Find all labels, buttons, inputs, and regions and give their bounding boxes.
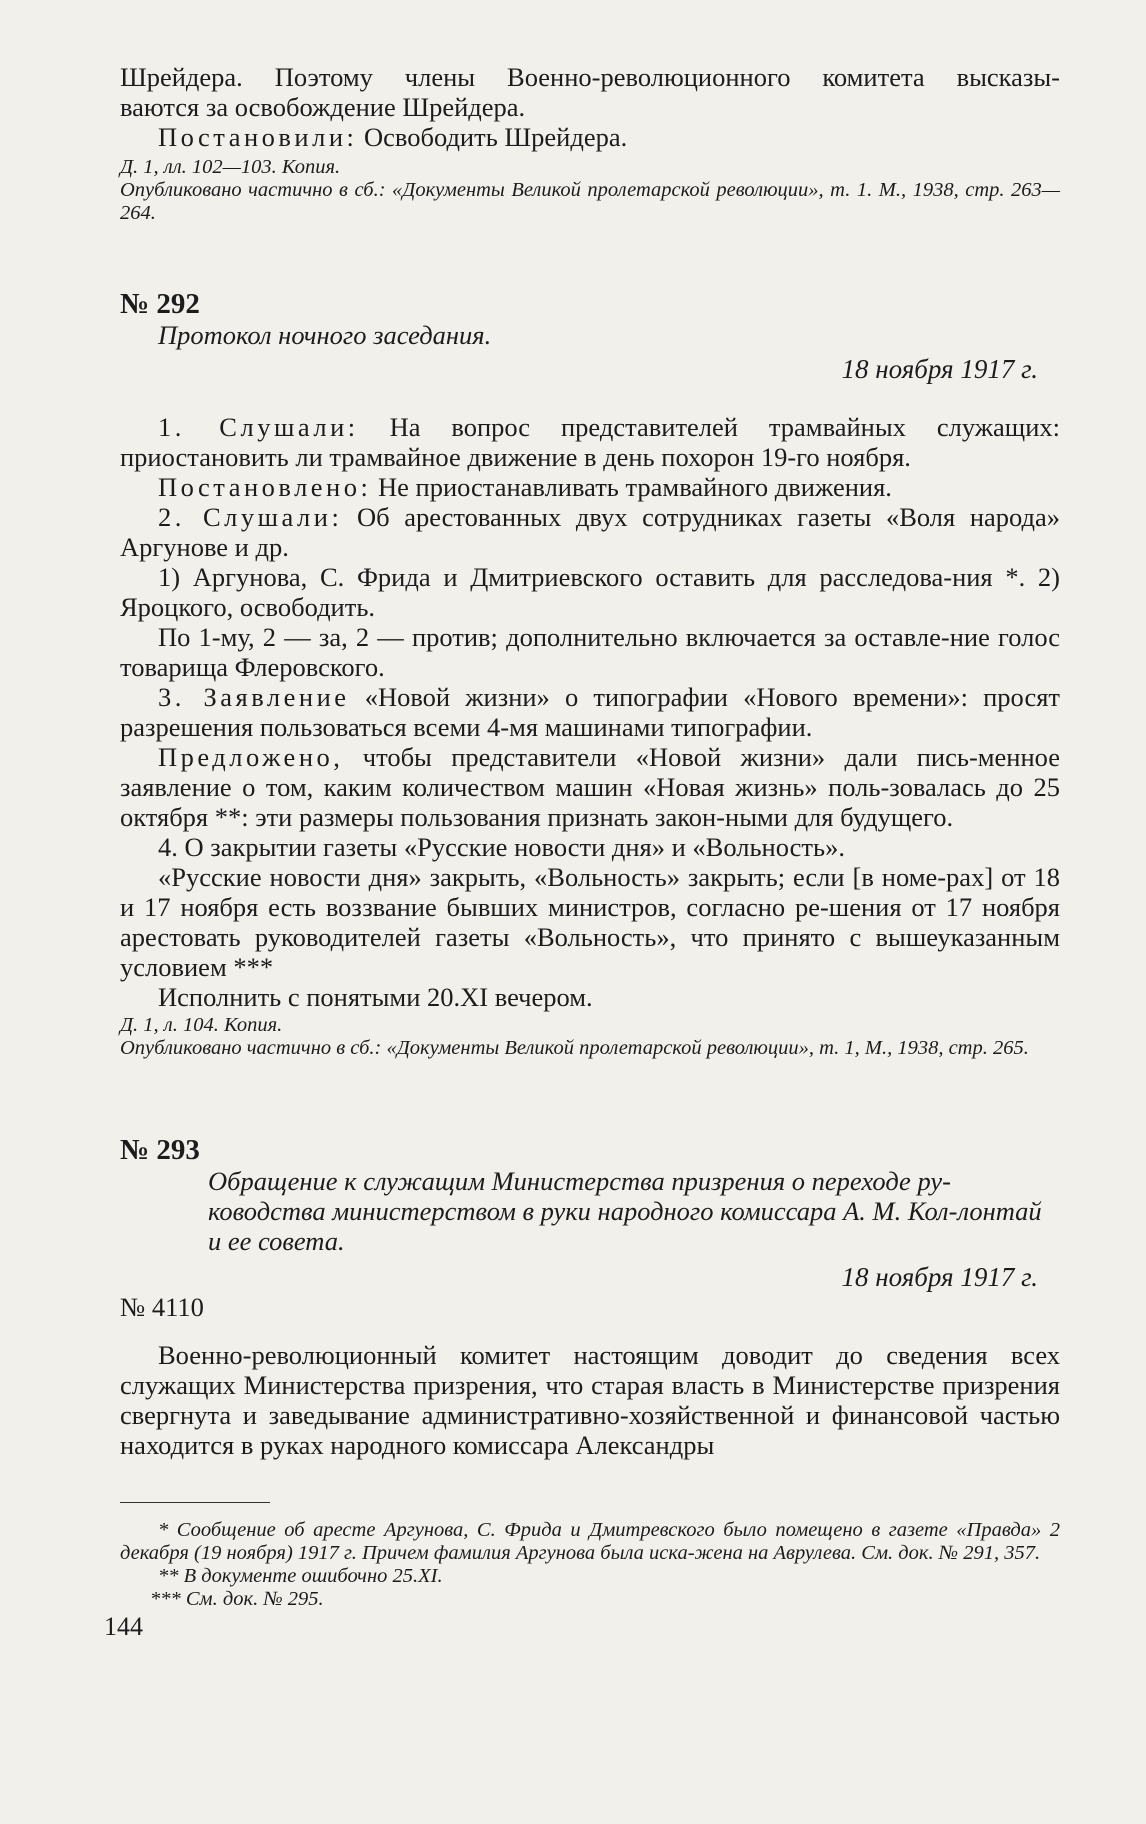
item-1-text: На вопрос представителей трамвайных служащих: приостановить ли трамвайное движение в день похорон 19-го ноября. [120, 412, 1061, 472]
item-3-proposal [120, 742, 1060, 832]
doc-293-title: Обращение к служащим Министерства призрения о переходе ру-ководства министерством в руки народного комиссара А. М. Кол-лонтай и ее совета. [208, 1166, 1042, 1256]
decided-label: Постановлено: [158, 472, 372, 502]
doc-293-body: Военно-революционный комитет настоящим доводит до сведения всех служащих Министерства призрения, что старая власть в Министерстве призрения свергнута и заведывание административно-хозяйственной и финансовой частью находится в руках народного комиссара Александры [120, 1340, 1060, 1460]
resolved-label: Постановили: [158, 122, 358, 152]
item-2-decision-a: 1) Аргунова, С. Фрида и Дмитриевского оставить для расследова-ния *. [158, 562, 1026, 592]
item-2-decision [120, 562, 1060, 622]
decided-text: Не приостанавливать трамвайного движения. [377, 472, 892, 502]
intro-line-1: Шрейдера. Поэтому члены Военно-революционного комитета высказы- [120, 62, 1060, 92]
vote: По 1-му, 2 — за, 2 — против; дополнительно включается за оставле-ние голос товарища Флеровского. [120, 622, 1060, 682]
doc-292-date: 18 ноября 1917 г. [841, 354, 1038, 384]
doc-293-outgoing-number: № 4110 [120, 1292, 204, 1322]
footnote-rule [120, 1502, 270, 1503]
item-2 [120, 502, 1060, 562]
footnote-3: *** См. док. № 295. [150, 1588, 324, 1610]
page-number: 144 [104, 1612, 143, 1641]
doc-292-title: Протокол ночного заседания. [158, 320, 492, 350]
doc-292-source-2: Опубликовано частично в сб.: «Документы Великой пролетарской революции», т. 1, М., 1938, стр. 265. [120, 1037, 1029, 1059]
execute-note: Исполнить с понятыми 20.XI вечером. [158, 982, 593, 1012]
proposed-text: чтобы представители «Новой жизни» дали пись-менное заявление о том, каким количеством машин «Новая жизнь» поль-зовалась до 25 октября **: эти размеры пользования признать закон-ными для будущего. [120, 742, 1061, 832]
resolved-text: Освободить Шрейдера. [364, 122, 628, 152]
item-2-decision-b: 2) Яроцкого, освободить. [120, 562, 1060, 622]
item-2-text: Об арестованных двух сотрудниках газеты «Воля народа» Аргунове и др. [120, 502, 1061, 562]
item-1 [120, 412, 1060, 472]
doc-293-number: № 293 [120, 1134, 200, 1166]
doc-293 [120, 1134, 1060, 1460]
doc-292-number: № 292 [120, 288, 200, 320]
intro-block [120, 62, 1060, 225]
item-1-decision [120, 472, 1060, 502]
item-4: 4. О закрытии газеты «Русские новости дня» и «Вольность». [158, 832, 845, 862]
doc-292-source-1: Д. 1, л. 104. Копия. [120, 1014, 283, 1036]
intro-source-2: Опубликовано частично в сб.: «Документы Великой пролетарской революции», т. 1. М., 1938, стр. 263—264. [120, 179, 1060, 224]
item-3-label: 3. Заявление [158, 682, 350, 712]
footnotes [120, 1502, 1060, 1611]
doc-292-body [120, 412, 1060, 1012]
item-4-text: «Русские новости дня» закрыть, «Вольность» закрыть; если [в номе-рах] от 18 и 17 ноября есть воззвание бывших министров, согласно ре-шения от 17 ноября арестовать руководителей газеты «Вольность», что принято с вышеуказанным условием *** [120, 862, 1060, 982]
doc-292 [120, 288, 1060, 1060]
item-3-text: «Новой жизни» о типографии «Нового времени»: просят разрешения пользоваться всеми 4-мя машинами типографии. [120, 682, 1060, 742]
item-1-label: 1. Слушали: [158, 412, 359, 442]
intro-line-2: ваются за освобождение Шрейдера. [120, 92, 526, 122]
footnote-1: * Сообщение об аресте Аргунова, С. Фрида и Дмитревского было помещено в газете «Правда» 2 декабря (19 ноября) 1917 г. Причем фамилия Аргунова была иска-жена на Аврулева. См. док. № 291, 357. [120, 1519, 1060, 1564]
doc-293-date: 18 ноября 1917 г. [841, 1262, 1038, 1292]
proposed-label: Предложено, [158, 742, 344, 772]
footnote-2: ** В документе ошибочно 25.XI. [158, 1565, 443, 1587]
item-3 [120, 682, 1060, 742]
intro-source-1: Д. 1, лл. 102—103. Копия. [120, 156, 341, 178]
intro-resolution [120, 122, 1060, 152]
item-2-label: 2. Слушали: [158, 502, 343, 532]
